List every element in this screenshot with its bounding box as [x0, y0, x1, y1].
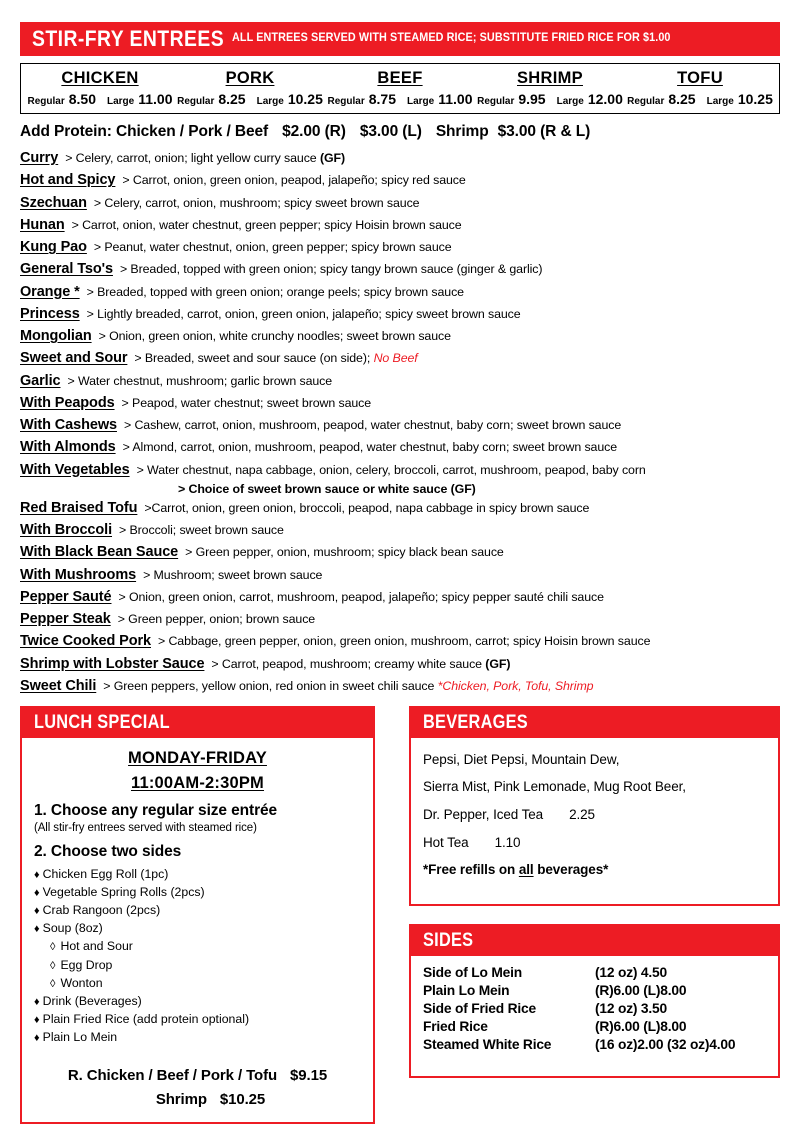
- entree-description-text: > Green pepper, onion; brown sauce: [117, 612, 316, 627]
- entree-name: Pepper Steak: [20, 611, 111, 628]
- entree-description-text: > Breaded, topped with green onion; spicy tangy brown sauce (ginger & garlic): [119, 262, 543, 277]
- lunch-price-row: [34, 1088, 361, 1112]
- entree-name: Orange *: [20, 283, 80, 300]
- lunch-sides-list: [34, 865, 361, 1047]
- lunch-side-item[interactable]: [34, 919, 361, 937]
- entree-description-text: > Cashew, carrot, onion, mushroom, peapod, water chestnut, baby corn; sweet brown sauce: [123, 418, 622, 432]
- lunch-special-panel: [20, 706, 375, 1124]
- entree-item: [20, 586, 780, 608]
- entree-item: [20, 281, 780, 303]
- entree-name: Red Braised Tofu: [20, 499, 138, 516]
- beverage-price: 2.25: [569, 806, 595, 822]
- lunch-side-label: Plain Lo Mein: [42, 1030, 118, 1045]
- entree-description: [72, 218, 462, 232]
- diamond-outline-icon: ◊: [50, 941, 56, 954]
- price-large: [107, 91, 173, 107]
- lunch-side-label: Chicken Egg Roll (1pc): [42, 866, 169, 881]
- protein-name: SHRIMP: [517, 69, 583, 87]
- sides-row: [423, 1018, 766, 1036]
- protein-price-column-beef: [325, 91, 475, 107]
- entree-name: With Broccoli: [20, 522, 113, 539]
- entree-name: Shrimp with Lobster Sauce: [20, 655, 205, 672]
- entree-description: [158, 634, 650, 648]
- diamond-filled-icon: ♦: [34, 868, 40, 881]
- entree-name: With Vegetables: [20, 461, 130, 478]
- entree-description-text: >Carrot, onion, green onion, broccoli, peapod, napa cabbage in spicy brown sauce: [144, 500, 590, 515]
- protein-column-chicken: [25, 69, 175, 88]
- entree-description-text: > Onion, green onion, white crunchy noodles; sweet brown sauce: [98, 329, 451, 343]
- entree-description-text: > Lightly breaded, carrot, onion, green onion, jalapeño; spicy sweet brown sauce: [86, 306, 521, 321]
- diamond-filled-icon: ♦: [34, 886, 40, 899]
- price-large: [257, 91, 323, 107]
- entree-description-text: > Breaded, topped with green onion; orange peels; spicy brown sauce: [86, 284, 464, 299]
- lunch-side-item[interactable]: [34, 865, 361, 883]
- entree-description-text: > Peanut, water chestnut, onion, green pepper; spicy brown sauce: [93, 240, 452, 254]
- lunch-side-item[interactable]: [34, 1010, 361, 1028]
- entree-name: With Mushrooms: [20, 566, 137, 583]
- size-label-large: Large: [406, 96, 435, 107]
- entree-description-text: > Green pepper, onion, mushroom; spicy black bean sauce: [185, 545, 504, 560]
- entree-item: [20, 192, 780, 214]
- entree-sub-description: > Choice of sweet brown sauce or white sauce (GF): [178, 481, 476, 496]
- entree-item: [20, 414, 780, 436]
- entree-item: [20, 519, 780, 541]
- entree-description-emphasis: (GF): [319, 151, 345, 165]
- sides-row: [423, 982, 766, 1000]
- entree-description: [118, 612, 315, 626]
- size-label-large: Large: [256, 96, 284, 107]
- entree-description-text: > Water chestnut, mushroom; garlic brown sauce: [67, 373, 333, 388]
- entree-description: [103, 679, 593, 693]
- entree-name: General Tso's: [20, 261, 113, 278]
- entree-item: [20, 541, 780, 563]
- lunch-hours: 11:00AM-2:30PM: [130, 773, 265, 792]
- sides-item-name: Steamed White Rice: [423, 1037, 552, 1053]
- entree-description: [185, 545, 504, 559]
- protein-name: PORK: [225, 69, 275, 87]
- banner-title: STIR-FRY ENTREES: [32, 26, 225, 51]
- sides-item-price: (12 oz) 4.50: [595, 965, 667, 981]
- beverage-line: [423, 829, 766, 857]
- add-protein-line: [20, 123, 780, 141]
- size-label-large: Large: [556, 96, 584, 107]
- diamond-filled-icon: ♦: [34, 1032, 40, 1045]
- sides-item-name: Fried Rice: [423, 1019, 488, 1035]
- entree-description: [122, 396, 372, 410]
- protein-price-column-shrimp: [475, 91, 625, 107]
- lunch-side-label: Drink (Beverages): [42, 993, 142, 1008]
- price-pair-group: [325, 91, 475, 107]
- beverages-panel: [409, 706, 780, 906]
- protein-column-tofu: [625, 69, 775, 88]
- entree-description: [94, 240, 452, 254]
- protein-price-table: [20, 63, 780, 114]
- beverage-names: Sierra Mist, Pink Lemonade, Mug Root Beer,: [423, 779, 686, 795]
- entree-description: [118, 590, 603, 604]
- entree-name: Hot and Spicy: [20, 172, 116, 189]
- entree-description: [120, 262, 542, 276]
- lunch-price-label: R. Chicken / Beef / Pork / Tofu: [67, 1066, 278, 1084]
- entree-item: [20, 608, 780, 630]
- beverages-title: BEVERAGES: [423, 712, 528, 734]
- beverage-names: Hot Tea: [423, 834, 469, 850]
- sides-header: [411, 926, 778, 956]
- protein-column-beef: [325, 69, 475, 88]
- sides-item-name: Plain Lo Mein: [423, 983, 510, 999]
- protein-name: BEEF: [377, 69, 423, 87]
- entree-description-text: > Onion, green onion, carrot, mushroom, peapod, jalapeño; spicy pepper sauté chili sauce: [118, 589, 604, 604]
- sides-item-name: Side of Lo Mein: [423, 965, 522, 981]
- lunch-side-label: Crab Rangoon (2pcs): [42, 903, 161, 917]
- entree-description-text: > Carrot, onion, water chestnut, green pepper; spicy Hoisin brown sauce: [71, 217, 462, 232]
- sides-panel: [409, 924, 780, 1078]
- beverages-body: [411, 738, 778, 904]
- entree-name: Sweet and Sour: [20, 350, 128, 367]
- lunch-side-label: Plain Fried Rice (add protein optional): [42, 1012, 250, 1027]
- price-amount-regular: 9.95: [518, 91, 546, 107]
- lunch-special-body: [22, 738, 373, 1122]
- entree-description: [99, 329, 451, 343]
- entree-description: [144, 501, 589, 515]
- price-large: [557, 91, 623, 107]
- entree-description: [211, 657, 510, 671]
- price-pair-group: [625, 91, 775, 107]
- entree-description: [68, 374, 333, 388]
- entree-name: With Peapods: [20, 394, 115, 411]
- price-large: [407, 91, 473, 107]
- entree-item: [20, 147, 780, 169]
- beverage-line: [423, 746, 766, 774]
- lunch-hours-block: [34, 746, 361, 793]
- protein-price-column-tofu: [625, 91, 775, 107]
- bottom-panels: [20, 706, 780, 1124]
- banner-subtitle: ALL ENTREES SERVED WITH STEAMED RICE; SUBSTITUTE FRIED RICE FOR $1.00: [232, 32, 671, 45]
- entree-description: [122, 173, 465, 187]
- price-regular: [477, 91, 545, 107]
- free-refills-post: beverages*: [533, 862, 609, 878]
- entree-description-text: > Celery, carrot, onion, mushroom; spicy sweet brown sauce: [93, 195, 420, 210]
- sides-body: [411, 956, 778, 1076]
- sides-table: [423, 964, 766, 1054]
- entree-item: [20, 630, 780, 652]
- entree-name: Garlic: [20, 372, 61, 389]
- sides-spacer: [423, 1054, 766, 1066]
- protein-column-shrimp: [475, 69, 625, 88]
- lunch-step-1-note: (All stir-fry entrees served with steamed rice): [34, 821, 257, 834]
- entree-name: Princess: [20, 305, 80, 322]
- lunch-days: MONDAY-FRIDAY: [128, 748, 267, 767]
- entree-description: [124, 418, 621, 432]
- entree-description-text: > Mushroom; sweet brown sauce: [143, 567, 323, 582]
- lunch-side-item[interactable]: [34, 901, 361, 919]
- entree-item: [20, 347, 780, 369]
- lunch-special-title: LUNCH SPECIAL: [34, 712, 170, 734]
- entree-name: Curry: [20, 150, 59, 166]
- price-amount-large: 12.00: [587, 91, 623, 107]
- size-label-regular: Regular: [477, 96, 515, 107]
- entree-description-text: > Peapod, water chestnut; sweet brown sauce: [121, 395, 372, 410]
- entree-description-text: > Carrot, onion, green onion, peapod, jalapeño; spicy red sauce: [122, 173, 466, 188]
- entree-item: [20, 303, 780, 325]
- entree-description: [65, 151, 345, 165]
- entree-item: [20, 258, 780, 280]
- entree-description-text: > Cabbage, green pepper, onion, green onion, mushroom, carrot; spicy Hoisin brown sauce: [157, 634, 651, 649]
- protein-name: CHICKEN: [61, 69, 139, 87]
- protein-column-pork: [175, 69, 325, 88]
- entree-item: [20, 169, 780, 191]
- beverage-names: Dr. Pepper, Iced Tea: [423, 806, 544, 822]
- lunch-price-row: [34, 1064, 361, 1088]
- add-protein-label: Add Protein: Chicken / Pork / Beef: [20, 123, 269, 140]
- price-large: [707, 91, 773, 107]
- stir-fry-banner: [20, 22, 780, 56]
- entree-list: [20, 147, 780, 697]
- sides-item-price: (12 oz) 3.50: [595, 1001, 667, 1017]
- entree-description: [94, 196, 420, 210]
- lunch-price-block: [34, 1064, 361, 1112]
- lunch-soup-option-label: Egg Drop: [60, 957, 113, 972]
- lunch-side-label: Vegetable Spring Rolls (2pcs): [42, 884, 205, 899]
- entree-item: [20, 653, 780, 675]
- sides-item-price: (16 oz)2.00 (32 oz)4.00: [595, 1037, 736, 1053]
- price-amount-large: 10.25: [737, 91, 773, 107]
- diamond-filled-icon: ♦: [34, 995, 40, 1008]
- entree-description-note: *Chicken, Pork, Tofu, Shrimp: [437, 678, 594, 693]
- lunch-soup-option[interactable]: [34, 937, 361, 955]
- entree-name: Mongolian: [20, 328, 92, 344]
- entree-description: [87, 307, 521, 321]
- free-refills-pre: *Free refills on: [423, 862, 519, 878]
- diamond-filled-icon: ♦: [34, 1014, 40, 1027]
- price-amount-regular: 8.25: [218, 91, 246, 107]
- size-label-regular: Regular: [627, 96, 665, 107]
- sides-item-price: (R)6.00 (L)8.00: [595, 1019, 687, 1035]
- add-protein-price-regular: $2.00 (R): [282, 123, 346, 140]
- beverages-spacer: [423, 884, 766, 894]
- entree-name: With Black Bean Sauce: [20, 544, 179, 561]
- beverage-line: [423, 801, 766, 829]
- beverages-free-refills: [423, 856, 766, 884]
- protein-name: TOFU: [677, 69, 723, 87]
- entree-description: [123, 440, 617, 454]
- entree-name: Kung Pao: [20, 239, 87, 255]
- sides-row: [423, 1000, 766, 1018]
- price-amount-large: 11.00: [438, 91, 473, 107]
- free-refills-emphasis: all: [518, 862, 534, 878]
- protein-price-column-chicken: [25, 91, 175, 107]
- diamond-outline-icon: ◊: [50, 977, 56, 990]
- price-pair-group: [25, 91, 175, 107]
- size-label-large: Large: [706, 96, 734, 107]
- lunch-step-1: 1. Choose any regular size entrée: [34, 801, 278, 819]
- protein-name-row: [25, 69, 775, 88]
- entree-description-text: > Green peppers, yellow onion, red onion in sweet chili sauce: [103, 678, 438, 693]
- entree-description-text: > Celery, carrot, onion; light yellow curry sauce: [65, 151, 320, 165]
- add-protein-price-large: $3.00 (L): [359, 123, 422, 140]
- price-amount-large: 10.25: [287, 91, 323, 107]
- price-amount-regular: 8.25: [668, 91, 696, 107]
- lunch-soup-option-label: Hot and Sour: [60, 939, 133, 954]
- entree-name: Hunan: [20, 216, 65, 233]
- diamond-outline-icon: ◊: [50, 959, 56, 972]
- entree-name: With Almonds: [20, 439, 116, 456]
- entree-description-text: > Breaded, sweet and sour sauce (on side);: [134, 351, 374, 366]
- price-regular: [627, 91, 695, 107]
- entree-name: Sweet Chili: [20, 677, 97, 694]
- lunch-special-header: [22, 708, 373, 738]
- add-protein-shrimp-label: Shrimp: [435, 123, 489, 140]
- beverages-header: [411, 708, 778, 738]
- entree-description: [134, 351, 417, 365]
- entree-description-text: > Water chestnut, napa cabbage, onion, celery, broccoli, carrot, mushroom, peapod, baby corn: [136, 462, 646, 477]
- price-pair-group: [175, 91, 325, 107]
- add-protein-shrimp-price: $3.00 (R & L): [497, 123, 591, 140]
- entree-item: [20, 675, 780, 697]
- lunch-side-item[interactable]: [34, 883, 361, 901]
- protein-price-column-pork: [175, 91, 325, 107]
- price-pair-group: [475, 91, 625, 107]
- sides-row: [423, 964, 766, 982]
- entree-name: With Cashews: [20, 417, 117, 433]
- price-amount-large: 11.00: [138, 91, 173, 107]
- entree-description: [119, 523, 284, 537]
- entree-item: [20, 236, 780, 258]
- entree-name: Szechuan: [20, 194, 87, 211]
- lunch-soup-option[interactable]: [34, 956, 361, 974]
- beverage-line: [423, 773, 766, 801]
- left-column: [20, 706, 375, 1124]
- lunch-step-2: 2. Choose two sides: [34, 842, 182, 860]
- lunch-price-amount: $9.15: [290, 1066, 328, 1084]
- entree-item: [20, 214, 780, 236]
- lunch-soup-option-label: Wonton: [60, 975, 103, 990]
- size-label-regular: Regular: [27, 96, 65, 107]
- lunch-side-label: Soup (8oz): [42, 921, 103, 936]
- lunch-soup-option[interactable]: [34, 974, 361, 992]
- lunch-price-amount: $10.25: [219, 1090, 266, 1108]
- entree-item: [20, 497, 780, 519]
- entree-description: [137, 463, 646, 477]
- beverage-price: 1.10: [494, 834, 521, 850]
- entree-description-text: > Carrot, peapod, mushroom; creamy white sauce: [211, 656, 486, 671]
- entree-description-text: > Broccoli; sweet brown sauce: [119, 523, 284, 538]
- protein-price-row: [25, 91, 775, 107]
- entree-name: Twice Cooked Pork: [20, 633, 151, 650]
- entree-description-text: > Almond, carrot, onion, mushroom, peapod, water chestnut, baby corn; sweet brown sauce: [122, 440, 618, 455]
- beverage-names: Pepsi, Diet Pepsi, Mountain Dew,: [423, 751, 620, 767]
- entree-item: [20, 392, 780, 414]
- price-amount-regular: 8.50: [68, 91, 96, 107]
- entree-item: [20, 325, 780, 347]
- entree-item: [20, 459, 780, 481]
- lunch-side-item[interactable]: [34, 992, 361, 1010]
- diamond-filled-icon: ♦: [34, 923, 40, 936]
- price-regular: [28, 91, 96, 107]
- entree-item: [20, 564, 780, 586]
- entree-description-emphasis: (GF): [485, 656, 511, 671]
- entree-item: [20, 436, 780, 458]
- lunch-side-item[interactable]: [34, 1028, 361, 1046]
- beverages-lines: [423, 746, 766, 857]
- price-regular: [328, 91, 396, 107]
- right-column: [409, 706, 780, 1124]
- price-regular: [177, 91, 245, 107]
- entree-description: [143, 568, 322, 582]
- entree-name: Pepper Sauté: [20, 588, 112, 605]
- entree-item: [20, 370, 780, 392]
- sides-title: SIDES: [423, 930, 474, 952]
- size-label-regular: Regular: [327, 96, 365, 107]
- size-label-large: Large: [106, 96, 135, 107]
- diamond-filled-icon: ♦: [34, 905, 40, 917]
- entree-description: [87, 285, 464, 299]
- size-label-regular: Regular: [177, 96, 215, 107]
- entree-description-note: No Beef: [373, 351, 418, 366]
- lunch-price-label: Shrimp: [155, 1090, 207, 1108]
- price-amount-regular: 8.75: [368, 91, 396, 107]
- sides-item-price: (R)6.00 (L)8.00: [595, 983, 687, 999]
- sides-item-name: Side of Fried Rice: [423, 1001, 536, 1017]
